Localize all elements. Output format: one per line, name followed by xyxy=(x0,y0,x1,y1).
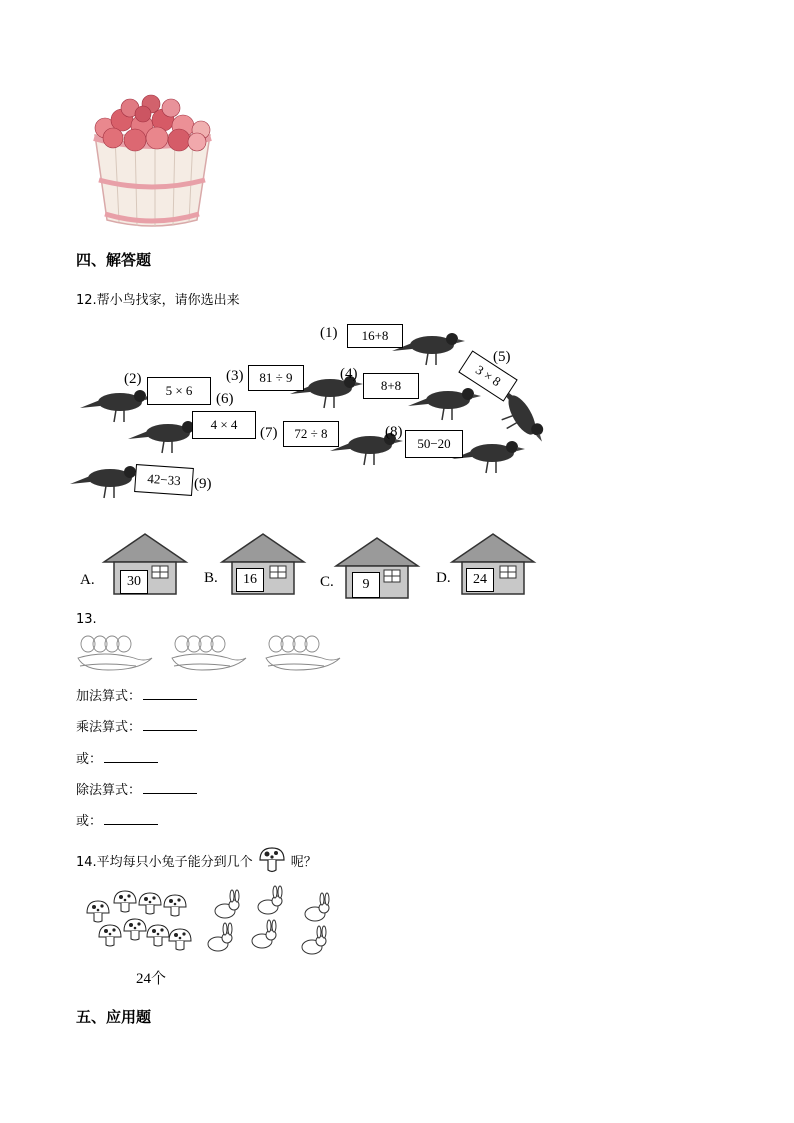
answer-blank-multiplication[interactable] xyxy=(143,718,197,731)
answer-blank-addition[interactable] xyxy=(143,687,197,700)
answer-line-division xyxy=(76,779,197,798)
question-12-text: 12.帮小鸟找家，请你选出来 xyxy=(76,293,240,308)
apple-basket-image xyxy=(85,90,220,230)
answer-blank-or-2[interactable] xyxy=(104,812,158,825)
house-option-b: B. xyxy=(204,570,218,586)
bird-label-5: (5) xyxy=(493,349,511,365)
mushrooms-rabbits-illustration xyxy=(80,885,350,967)
house-number-a: 30 xyxy=(120,570,148,594)
answer-line-multiplication xyxy=(76,716,197,735)
house-option-d: D. xyxy=(436,570,451,586)
house-number-c: 9 xyxy=(352,572,380,598)
answer-blank-division[interactable] xyxy=(143,781,197,794)
bird-expr-9: 42−33 xyxy=(134,464,194,496)
section-heading-5: 五、应用题 xyxy=(76,1008,152,1026)
bird-expr-7: 72 ÷ 8 xyxy=(283,421,339,447)
house-option-c: C. xyxy=(320,574,334,590)
answer-line-addition xyxy=(76,685,197,704)
houses-row xyxy=(80,530,540,600)
answer-label-division: 除法算式： xyxy=(76,783,142,798)
house-option-a: A. xyxy=(80,572,95,588)
bird-expr-4: 8+8 xyxy=(363,373,419,399)
bird-label-6: (6) xyxy=(216,391,234,407)
question-14-text xyxy=(76,846,317,874)
mushroom-icon xyxy=(257,846,287,874)
bird-expr-3: 81 ÷ 9 xyxy=(248,365,304,391)
question-14-text-before: 14.平均每只小兔子能分到几个 xyxy=(76,854,253,870)
mushroom-count-label: 24个 xyxy=(136,971,167,987)
bird-expr-5: 3 × 8 xyxy=(458,350,517,401)
bird-label-1: (1) xyxy=(320,325,338,341)
bird-label-2: (2) xyxy=(124,371,142,387)
question-13-number: 13. xyxy=(76,612,97,627)
answer-line-or-2 xyxy=(76,810,158,829)
bird-expr-2: 5 × 6 xyxy=(147,377,211,405)
question-14-text-after: 呢？ xyxy=(290,854,317,870)
bird-label-3: (3) xyxy=(226,368,244,384)
bird-label-4: (4) xyxy=(340,366,358,382)
answer-label-multiplication: 乘法算式： xyxy=(76,720,142,735)
bird-expr-1: 16+8 xyxy=(347,324,403,348)
bird-label-9: (9) xyxy=(194,476,212,492)
answer-label-addition: 加法算式： xyxy=(76,689,142,704)
section-heading-4: 四、解答题 xyxy=(76,251,152,269)
answer-label-or-1: 或： xyxy=(76,752,103,767)
bird-label-8: (8) xyxy=(385,424,403,440)
house-number-b: 16 xyxy=(236,568,264,592)
answer-blank-or-1[interactable] xyxy=(104,750,158,763)
ducks-illustration xyxy=(74,632,344,676)
bird-expr-6: 4 × 4 xyxy=(192,411,256,439)
answer-line-or-1 xyxy=(76,748,158,767)
house-number-d: 24 xyxy=(466,568,494,592)
bird-label-7: (7) xyxy=(260,425,278,441)
answer-label-or-2: 或： xyxy=(76,814,103,829)
bird-expr-8: 50−20 xyxy=(405,430,463,458)
